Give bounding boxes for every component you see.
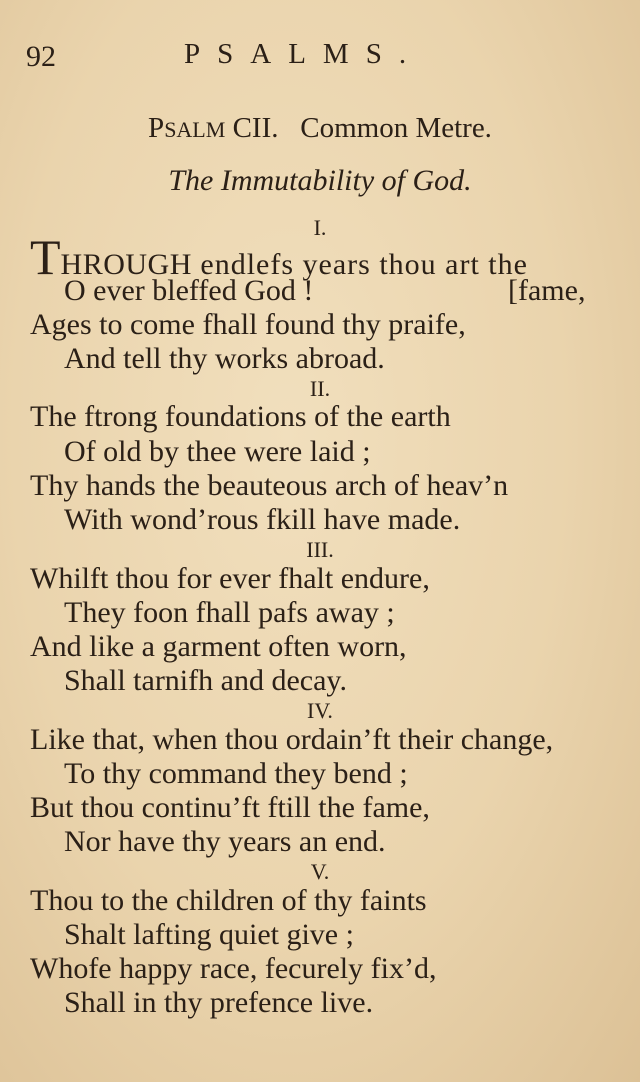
verse-line: Shall in thy prefence live. [64, 986, 374, 1019]
verse-line: O ever bleffed God ! [64, 274, 314, 307]
psalm-title-smallcaps: SALM [164, 117, 226, 142]
drop-cap: T [30, 229, 61, 285]
verse-line: Thou to the children of thy faints [30, 884, 427, 917]
running-head: PSALMS. [184, 38, 424, 70]
opening-caps: HROUGH [60, 248, 192, 281]
verse-line: Shalt lafting quiet give ; [64, 918, 354, 951]
verse-line: Of old by thee were laid ; [64, 435, 371, 468]
stanza-number: II. [309, 376, 331, 401]
stanza-number: IV. [307, 698, 333, 723]
verse-line: Shall tarnifh and decay. [64, 664, 347, 697]
verse-line: And like a garment often worn, [30, 630, 407, 663]
verse-line: Whofe happy race, fecurely fix’d, [30, 952, 437, 985]
verse-line-text: endlefs years thou art the [191, 248, 528, 281]
stanza-number: V. [310, 859, 330, 884]
verse-line: To thy command they bend ; [64, 757, 408, 790]
verse-line: The ftrong foundations of the earth [30, 400, 451, 433]
verse-line: Ages to come fhall found thy praife, [30, 308, 466, 341]
stanza-number: I. [313, 215, 327, 240]
verse-line: Whilft thou for ever fhalt endure, [30, 562, 430, 595]
verse-line: Nor have thy years an end. [64, 825, 386, 858]
verse-line: Thy hands the beauteous arch of heav’n [30, 469, 509, 502]
page-number: 92 [26, 40, 56, 73]
verse-line: And tell thy works abroad. [64, 342, 385, 375]
turnover-word: [fame, [508, 274, 586, 307]
psalm-title-initial: P [148, 112, 165, 144]
verse-line: But thou continu’ft ftill the fame, [30, 791, 430, 824]
stanza-number: III. [306, 537, 334, 562]
verse-line: They foon fhall pafs away ; [64, 596, 395, 629]
verse-line: Like that, when thou ordain’ft their change, [30, 723, 554, 756]
verse-line: With wond’rous fkill have made. [64, 503, 461, 536]
psalm-number: CII. [232, 112, 279, 144]
psalm-subtitle: The Immutability of God. [168, 164, 472, 197]
psalm-metre: Common Metre. [300, 112, 492, 144]
psalm-title [0, 112, 640, 145]
